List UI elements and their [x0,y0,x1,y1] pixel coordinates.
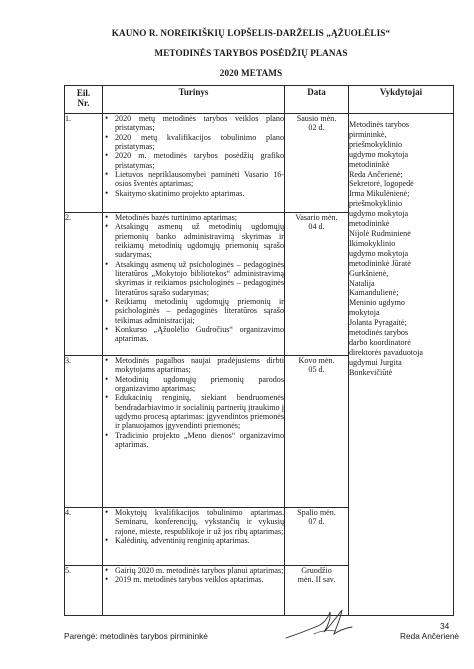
list-item: • Atsakingų asmenų už metodinių ugdomųjų priemonių banko administravimą skyrimas ir reikiamų metodinių ugdomųjų priemonių sąrašo sudarymas; [103,222,284,259]
list-item: • Tradicinio projekto „Meno dienos“ organizavimo aptarimas. [103,431,284,450]
responsible-line: direktorės pavaduotoja [349,347,423,357]
list-item: • Kalėdinių, adventinių renginių aptarimas. [103,536,284,545]
responsible-line: pirmininkė, [349,129,387,139]
plan-year: 2020 METAMS [219,68,283,78]
list-item: • Atsakingų asmenų už psichologinės – pedagoginės literatūros „Mokytojo bibliotekos“ administravimą skyrimas ir reikiamos psichologinės – pedagoginės literatūros sąrašo sudarymas; [103,260,284,297]
row-number: 4. [65,508,103,566]
list-item: • 2020 metų metodinės tarybos veiklos plano pristatymas; [103,114,284,133]
list-item: • Gairių 2020 m. metodinės tarybos planui aptarimas; [103,566,284,575]
row-date: Kovo mėn. 05 d. [285,356,349,508]
responsible-line: ugdymo mokytoja [349,149,409,159]
row-number: 5. [65,566,103,616]
list-item: • Lietuvos nepriklausomybei paminėti Vasario 16-osios šventės aptarimas; [103,170,284,189]
responsible-line: Irma Mikulėnienė; [349,189,410,199]
responsible-line: ugdymui Jurgita [349,357,402,367]
responsible-persons [349,114,454,616]
responsible-line: Reda Ančerienė; [349,169,403,179]
list-item: • 2019 m. metodinės tarybos veiklos aptarimas. [103,575,284,584]
column-header-number: Eil. Nr. [65,86,103,114]
responsible-line: Jolanta Pyragaitė; [349,318,407,328]
column-header-date: Data [285,86,349,114]
list-item: • Konkurso „Ąžuolėlio Gudročius“ organizavimo aptarimas. [103,325,284,344]
responsible-line: Sekretorė, logopedė [349,179,414,189]
prepared-by-label: Parengė: metodinės tarybos pirmininkė [64,631,208,641]
responsible-line: Ikimokyklinio [349,238,396,248]
responsible-line: priešmokyklinio [349,199,403,209]
row-date: Gruodžio mėn. II sav. [285,566,349,616]
table-row [65,114,454,213]
row-content [103,356,285,508]
responsible-line: metodininkė Jūratė [349,258,411,268]
responsible-line: ugdymo mokytoja [349,248,409,258]
row-number: 3. [65,356,103,508]
responsible-line: Gurkšnienė, [349,268,389,278]
row-number: 2. [65,213,103,356]
list-item: • 2020 metų kvalifikacijos tobulinimo plano pristatymas; [103,133,284,152]
list-item: • Skaitymo skatinimo projekto aptarimas. [103,189,284,198]
list-item: • Metodinės bazės turtinimo aptarimas; [103,213,284,222]
responsible-line: Natalija [349,278,375,288]
responsible-line: metodininkė [349,159,390,169]
responsible-line: Metodinės tarybos [349,120,410,129]
row-date: Spalio mėn. 07 d. [285,508,349,566]
responsible-line: metodininkė [349,219,390,229]
list-item: • Metodinių ugdomųjų priemonių parodos organizavimo aptarimas; [103,375,284,394]
responsible-line: Meninio ugdymo [349,298,405,308]
plan-title: METODINĖS TARYBOS POSĖDŽIŲ PLANAS [154,48,348,58]
row-date: Sausio mėn. 02 d. [285,114,349,213]
responsible-line: darbo koordinatorė [349,337,411,347]
meeting-plan-table [64,85,454,616]
row-date: Vasario mėn. 04 d. [285,213,349,356]
row-content [103,213,285,356]
responsible-line: Kamandulienė; [349,288,399,298]
row-number: 1. [65,114,103,213]
responsible-line: metodinės tarybos [349,328,409,338]
signature [284,604,354,644]
list-item: • Mokytojų kvalifikacijos tobulinimo aptarimas. Seminaru, konferencijų, vykstančių ir vykusių rajone, mieste, respublikoje ir už jos ribų aptarimas; [103,508,284,536]
column-header-responsible: Vykdytojai [349,86,454,114]
list-item: • Edukacinių renginių, siekiant bendruomenės bendradarbiavimo ir socialinių partnerių įtraukimo į ugdymo procesą aptarimas: įgyvendintos priemonės ir planuojamos įgyvendinti priemonės; [103,393,284,430]
list-item: • Reikiamų metodinių ugdomųjų priemonių ir psichologinės – pedagoginės literatūros sąrašo teikimas administracijai; [103,297,284,325]
page-number: 34 [440,621,450,631]
responsible-line: priešmokyklinio [349,139,403,149]
row-content [103,114,285,213]
responsible-line: Nijolė Rudminienė [349,228,411,238]
list-item: • Metodinės pagalbos naujai pradėjusiems dirbti mokytojams aptarimas; [103,356,284,375]
row-content [103,508,285,566]
preparer-name: Reda Ančerienė [400,631,460,641]
school-title: KAUNO R. NOREIKIŠKIŲ LOPŠELIS-DARŽELIS „ĄŽUOLĖLIS“ [111,28,391,38]
row-content [103,566,285,616]
responsible-line: ugdymo mokytoja [349,209,409,219]
responsible-line: Bonkevičiūtė [349,367,393,377]
responsible-line: mokytoja [349,308,380,318]
column-header-content: Turinys [103,86,285,114]
list-item: • 2020 m. metodinės tarybos posėdžių grafiko pristatymas; [103,151,284,170]
